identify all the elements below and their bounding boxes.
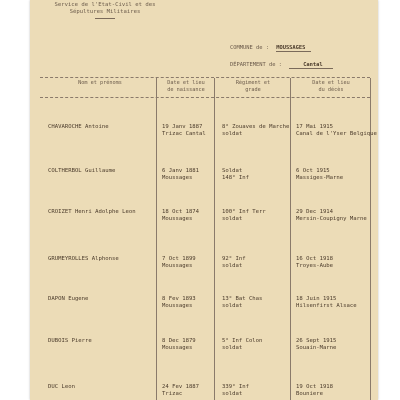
soldier-name: GRUMEYROLLES Alphonse	[48, 256, 119, 262]
soldier-name: DAPON Eugene	[48, 296, 89, 302]
birth-place: Moussages	[162, 175, 193, 181]
column-header-regiment-line1: Régiment et	[235, 80, 271, 86]
regiment-info	[222, 256, 284, 270]
birth-place: Trizac	[162, 391, 183, 397]
death-info	[296, 124, 377, 138]
soldier-name: DUBOIS Pierre	[48, 338, 92, 344]
death-info	[296, 296, 368, 310]
commune-value: MOUSSAGES	[276, 45, 311, 52]
birth-date: 8 Dec 1879	[162, 338, 196, 344]
soldier-name: CHAVAROCHE Antoine	[48, 124, 109, 130]
death-place: Canal de l'Yser Belgique	[296, 131, 377, 137]
birth-place: Trizac Cantal	[162, 131, 206, 137]
regiment: 92° Inf	[222, 256, 246, 262]
regiment-info	[222, 168, 284, 182]
birth-place: Moussages	[162, 263, 193, 269]
death-date: 6 Oct 1915	[296, 168, 330, 174]
death-date: 26 Sept 1915	[296, 338, 337, 344]
death-info	[296, 168, 368, 182]
column-header-regiment	[218, 80, 288, 93]
department-label: DÉPARTEMENT de :	[230, 62, 282, 68]
header-underline	[95, 18, 115, 19]
column-header-regiment-line2: grade	[245, 86, 261, 93]
birth-date: 6 Janv 1881	[162, 168, 200, 174]
regiment: Soldat	[222, 168, 243, 174]
regiment: 100° Inf Terr	[222, 209, 266, 215]
death-info	[296, 256, 368, 270]
death-info	[296, 384, 368, 398]
department-field	[230, 62, 333, 68]
grade: 148° Inf	[222, 175, 249, 181]
grade: soldat	[222, 131, 243, 137]
death-place: Massiges-Marne	[296, 175, 344, 181]
death-date: 17 Mai 1915	[296, 124, 334, 130]
grade: soldat	[222, 263, 243, 269]
death-place: Mersin-Coupigny Marne	[296, 216, 367, 222]
regiment: 5° Inf Colon	[222, 338, 263, 344]
birth-date: 7 Oct 1899	[162, 256, 196, 262]
service-line-2: Sépultures Militaires	[69, 9, 141, 15]
commune-label: COMMUNE de :	[230, 45, 269, 51]
regiment-info	[222, 338, 284, 352]
death-place: Souain-Marne	[296, 345, 337, 351]
birth-date: 24 Fev 1887	[162, 384, 200, 390]
birth-info	[162, 124, 214, 138]
birth-info	[162, 256, 214, 270]
document-page	[30, 0, 378, 400]
department-value: Cantal	[289, 62, 332, 69]
birth-place: Moussages	[162, 345, 193, 351]
soldier-name: CROIZET Henri Adolphe Leon	[48, 209, 136, 215]
column-header-birth	[158, 80, 214, 93]
column-divider-2	[214, 78, 215, 400]
regiment-info	[222, 124, 290, 138]
birth-place: Moussages	[162, 303, 193, 309]
birth-date: 19 Janv 1887	[162, 124, 203, 130]
column-header-birth-line2: de naissance	[167, 86, 205, 93]
regiment-info	[222, 384, 284, 398]
death-place: Hilsenfirst Alsace	[296, 303, 357, 309]
commune-field	[230, 45, 311, 51]
soldier-name: DUC Leon	[48, 384, 75, 390]
grade: soldat	[222, 391, 243, 397]
grade: soldat	[222, 345, 243, 351]
header-bottom-rule	[40, 97, 370, 98]
death-place: Troyes-Aube	[296, 263, 334, 269]
regiment-info	[222, 209, 284, 223]
birth-info	[162, 209, 214, 223]
grade: soldat	[222, 216, 243, 222]
birth-date: 8 Fev 1893	[162, 296, 196, 302]
birth-place: Moussages	[162, 216, 193, 222]
regiment: 13° Bat Chas	[222, 296, 263, 302]
column-header-death-line2: du décès	[318, 86, 344, 93]
soldier-name: COLTHERBOL Guillaume	[48, 168, 116, 174]
regiment: 8° Zouaves de Marche	[222, 124, 290, 130]
column-header-death-line1: Date et lieu	[312, 80, 350, 86]
column-divider-4	[370, 78, 371, 400]
column-divider-3	[290, 78, 291, 400]
death-date: 29 Dec 1914	[296, 209, 334, 215]
birth-info	[162, 168, 214, 182]
service-line-1: Service de l'Etat-Civil et des	[54, 2, 156, 8]
regiment-info	[222, 296, 284, 310]
death-info	[296, 209, 368, 223]
grade: soldat	[222, 303, 243, 309]
birth-date: 18 Oct 1874	[162, 209, 200, 215]
death-date: 19 Oct 1918	[296, 384, 334, 390]
death-place: Bouniere	[296, 391, 323, 397]
birth-info	[162, 384, 214, 398]
table-top-rule	[40, 77, 370, 78]
column-divider-1	[156, 78, 157, 400]
column-header-birth-line1: Date et lieu	[167, 80, 205, 86]
birth-info	[162, 338, 214, 352]
column-header-name: Nom et prénoms	[78, 80, 122, 86]
death-date: 18 Juin 1915	[296, 296, 337, 302]
birth-info	[162, 296, 214, 310]
regiment: 339° Inf	[222, 384, 249, 390]
column-header-death	[294, 80, 368, 93]
death-info	[296, 338, 368, 352]
death-date: 16 Oct 1918	[296, 256, 334, 262]
